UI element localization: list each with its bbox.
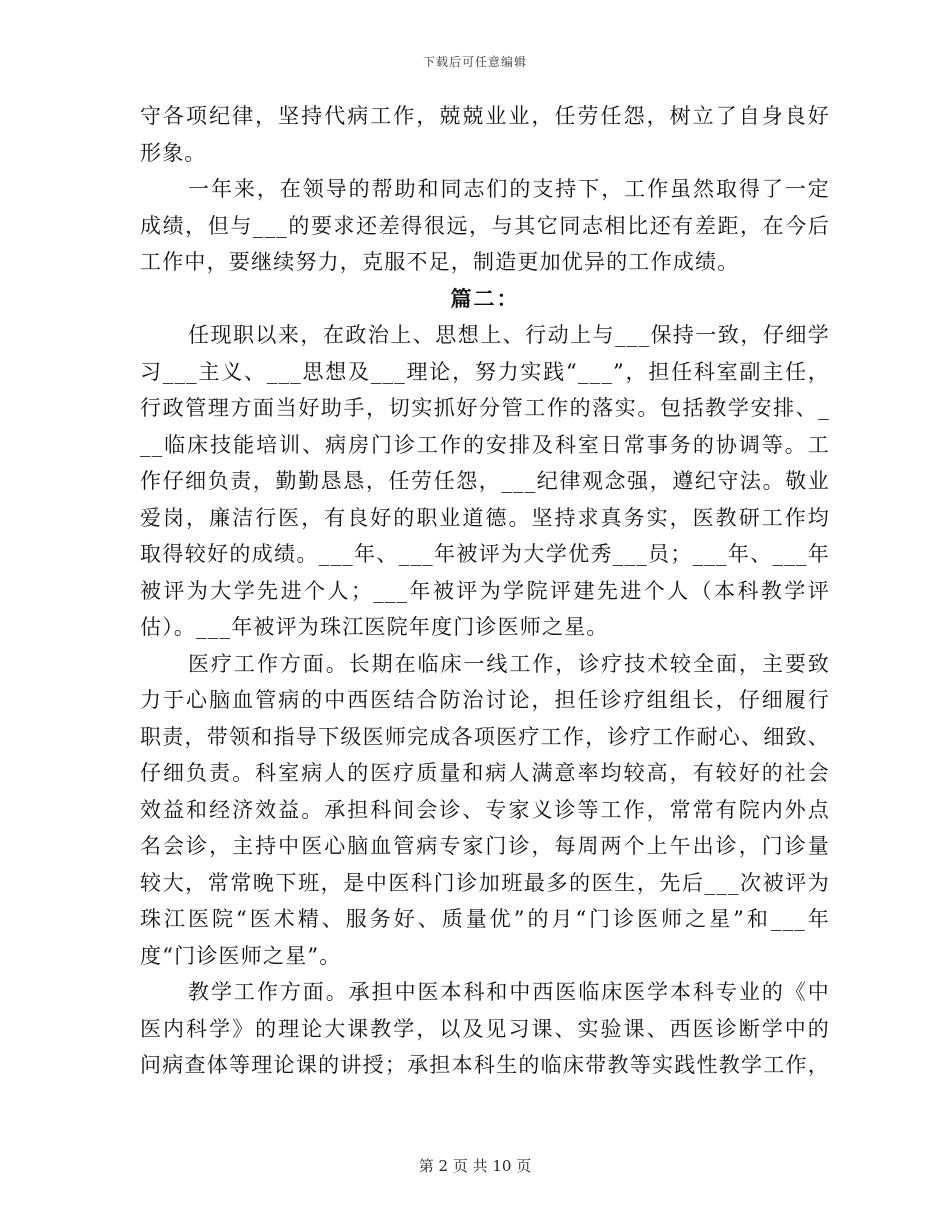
paragraph-line: 行政管理方面当好助手，切实抓好分管工作的落实。包括教学安排、_: [140, 396, 830, 420]
paragraph-line: 较大，常常晚下班，是中医科门诊加班最多的医生，先后___次被评为: [140, 870, 830, 895]
paragraph-line: 爱岗，廉洁行医，有良好的职业道德。坚持求真务实，医教研工作均: [140, 505, 830, 530]
paragraph-line: 估）。___年被评为珠江医院年度门诊医师之星。: [140, 615, 609, 639]
paragraph-line: 医内科学》的理论大课教学，以及见习课、实验课、西医诊断学中的: [140, 1016, 830, 1041]
paragraph-line: 守各项纪律，坚持代病工作，兢兢业业，任劳任怨，树立了自身良好: [140, 104, 830, 128]
paragraph-line: 习___主义、___思想及___理论，努力实践“___”，担任科室副主任，: [140, 359, 830, 384]
paragraph-line: 成绩，但与___的要求还差得很远，与其它同志相比还有差距，在今后: [140, 213, 830, 238]
paragraph-line: 力于心脑血管病的中西医结合防治讨论，担任诊疗组组长，仔细履行: [140, 688, 830, 712]
paragraph-line: 问病查体等理论课的讲授；承担本科生的临床带教等实践性教学工作，: [140, 1053, 830, 1077]
page-footer: 第 2 页 共 10 页: [418, 1157, 532, 1175]
paragraph-line: 取得较好的成绩。___年、___年被评为大学优秀___员；___年、___年: [140, 542, 830, 566]
paragraph-line: 被评为大学先进个人；___年被评为学院评建先进个人（本科教学评: [140, 578, 830, 603]
paragraph-line: 作仔细负责，勤勤恳恳，任劳任怨，___纪律观念强，遵纪守法。敬业: [140, 469, 830, 493]
paragraph-line: 任现职以来，在政治上、思想上、行动上与___保持一致，仔细学: [188, 323, 830, 347]
section-title: 篇二：: [450, 285, 520, 311]
paragraph-line: 一年来，在领导的帮助和同志们的支持下，工作虽然取得了一定: [188, 177, 830, 201]
page-header: 下载后可任意编辑: [422, 55, 527, 69]
paragraph-line: 教学工作方面。承担中医本科和中西医临床医学本科专业的《中: [188, 980, 830, 1004]
paragraph-line: __临床技能培训、病房门诊工作的安排及科室日常事务的协调等。工: [140, 432, 830, 457]
paragraph-line: 医疗工作方面。长期在临床一线工作，诊疗技术较全面，主要致: [188, 651, 830, 676]
document-body: [140, 98, 830, 1084]
paragraph-line: 度“门诊医师之星”。: [140, 943, 342, 968]
paragraph-line: 名会诊，主持中医心脑血管病专家门诊，每周两个上午出诊，门诊量: [140, 834, 830, 858]
paragraph-line: 仔细负责。科室病人的医疗质量和病人满意率均较高，有较好的社会: [140, 761, 830, 785]
paragraph-line: 珠江医院“医术精、服务好、质量优”的月“门诊医师之星”和___年: [140, 907, 830, 931]
paragraph-line: 效益和经济效益。承担科间会诊、专家义诊等工作，常常有院内外点: [140, 797, 830, 822]
paragraph-line: 职责，带领和指导下级医师完成各项医疗工作，诊疗工作耐心、细致、: [140, 724, 830, 749]
paragraph-line: 形象。: [140, 140, 207, 165]
paragraph-line: 工作中，要继续努力，克服不足，制造更加优异的工作成绩。: [140, 250, 740, 274]
